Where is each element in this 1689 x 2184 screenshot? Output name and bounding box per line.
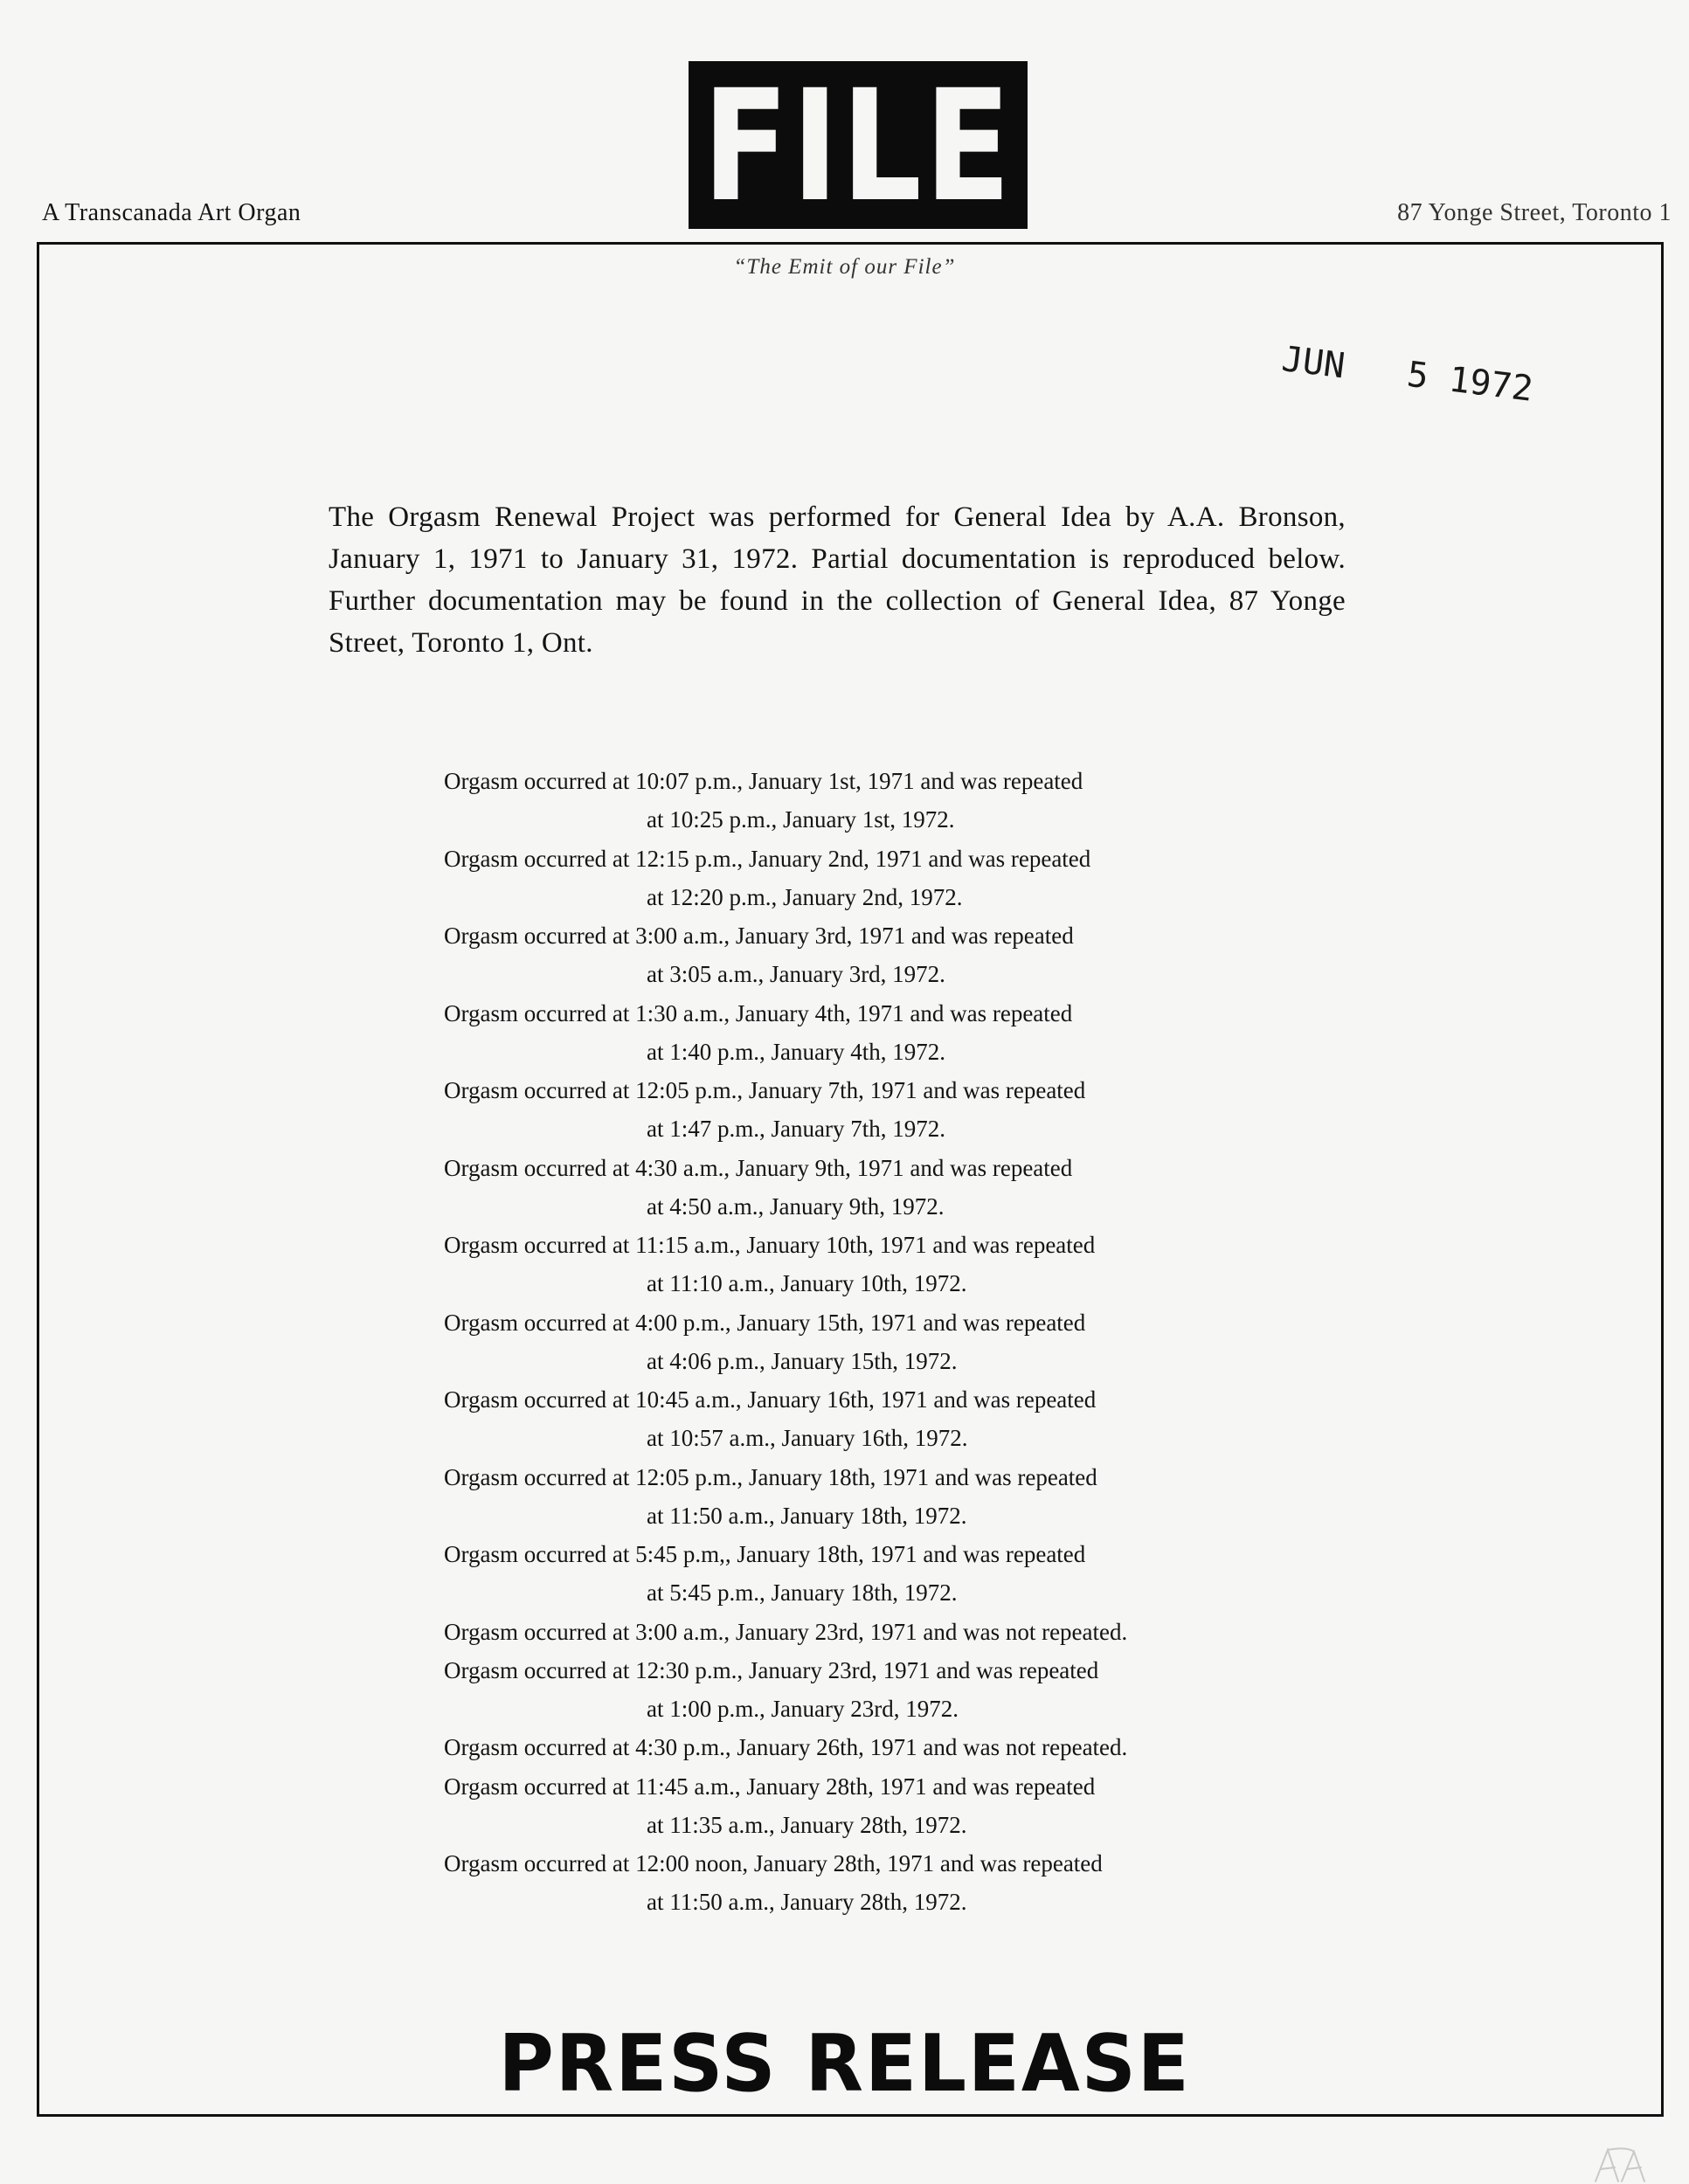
log-entry-continuation: at 10:25 p.m., January 1st, 1972. xyxy=(647,806,955,833)
log-entry-line: Orgasm occurred at 12:05 p.m., January 18th, 1971 and was repeated xyxy=(444,1463,1097,1490)
log-entry-continuation: at 11:50 a.m., January 28th, 1972. xyxy=(647,1889,967,1916)
press-release-title xyxy=(0,2018,1689,2110)
log-entry-line: Orgasm occurred at 12:15 p.m., January 2nd, 1971 and was repeated xyxy=(444,845,1091,872)
log-entry-line: Orgasm occurred at 11:45 a.m., January 28th, 1971 and was repeated xyxy=(444,1773,1096,1800)
masthead-address: 87 Yonge Street, Toronto 1 xyxy=(1397,199,1672,226)
log-entry-line: Orgasm occurred at 10:07 p.m., January 1st, 1971 and was repeated xyxy=(444,768,1083,794)
log-entry-continuation: at 11:50 a.m., January 18th, 1972. xyxy=(647,1502,967,1529)
log-entry-continuation: at 3:05 a.m., January 3rd, 1972. xyxy=(647,961,945,988)
log-entry-line: Orgasm occurred at 4:00 p.m., January 15th, 1971 and was repeated xyxy=(444,1309,1086,1336)
stamp-month: JUN xyxy=(1279,339,1347,387)
stamp-day: 5 xyxy=(1404,354,1431,397)
press-release-text: PRESS RELEASE xyxy=(498,2018,1191,2110)
orgasm-log xyxy=(444,762,1127,1922)
log-entry-line: Orgasm occurred at 12:30 p.m., January 23rd, 1971 and was repeated xyxy=(444,1656,1099,1683)
log-entry-continuation: at 4:06 p.m., January 15th, 1972. xyxy=(647,1347,958,1374)
tagline: “The Emit of our File” xyxy=(733,255,956,279)
log-entry-line: Orgasm occurred at 12:05 p.m., January 7th, 1971 and was repeated xyxy=(444,1077,1086,1103)
file-logo xyxy=(689,57,1028,236)
log-entry-continuation: at 1:47 p.m., January 7th, 1972. xyxy=(647,1116,945,1143)
log-entry-line: Orgasm occurred at 1:30 a.m., January 4th, 1971 and was repeated xyxy=(444,999,1073,1026)
stamp-year: 1972 xyxy=(1446,359,1535,410)
log-entry-continuation: at 12:20 p.m., January 2nd, 1972. xyxy=(647,883,963,910)
log-entry-line: Orgasm occurred at 10:45 a.m., January 16th, 1971 and was repeated xyxy=(444,1386,1097,1413)
log-entry-line: Orgasm occurred at 5:45 p.m,, January 18th, 1971 and was repeated xyxy=(444,1541,1086,1567)
log-entry-line: Orgasm occurred at 4:30 a.m., January 9th, 1971 and was repeated xyxy=(444,1154,1073,1181)
log-entry-continuation: at 5:45 p.m., January 18th, 1972. xyxy=(647,1579,958,1607)
log-entry-continuation: at 10:57 a.m., January 16th, 1972. xyxy=(647,1425,968,1452)
log-entry-line: Orgasm occurred at 12:00 noon, January 28th, 1971 and was repeated xyxy=(444,1850,1103,1876)
log-entry-line: Orgasm occurred at 11:15 a.m., January 10th, 1971 and was repeated xyxy=(444,1232,1096,1258)
log-entry-continuation: at 1:40 p.m., January 4th, 1972. xyxy=(647,1038,945,1065)
log-entry-continuation: at 11:10 a.m., January 10th, 1972. xyxy=(647,1270,967,1297)
log-entry-line: Orgasm occurred at 4:30 p.m., January 26th, 1971 and was not repeated. xyxy=(444,1734,1128,1761)
intro-paragraph: The Orgasm Renewal Project was performed for General Idea by A.A. Bronson, January 1, 1971 to January 31, 1972. Partial documentation is reproduced below. Further documentation may be found in the collection of General Idea, 87 Yonge Street, Toronto 1, Ont. xyxy=(329,501,1346,659)
log-entry-continuation: at 1:00 p.m., January 23rd, 1972. xyxy=(647,1696,959,1722)
artist-signature xyxy=(1592,2145,1653,2184)
log-entry-line: Orgasm occurred at 3:00 a.m., January 23rd, 1971 and was not repeated. xyxy=(444,1618,1128,1645)
log-entry-line: Orgasm occurred at 3:00 a.m., January 3rd, 1971 and was repeated xyxy=(444,923,1074,949)
masthead-subtitle: A Transcanada Art Organ xyxy=(42,199,301,226)
logo-text: FILE xyxy=(703,57,1014,236)
log-entry-continuation: at 4:50 a.m., January 9th, 1972. xyxy=(647,1192,945,1220)
log-entry-continuation: at 11:35 a.m., January 28th, 1972. xyxy=(647,1811,967,1838)
